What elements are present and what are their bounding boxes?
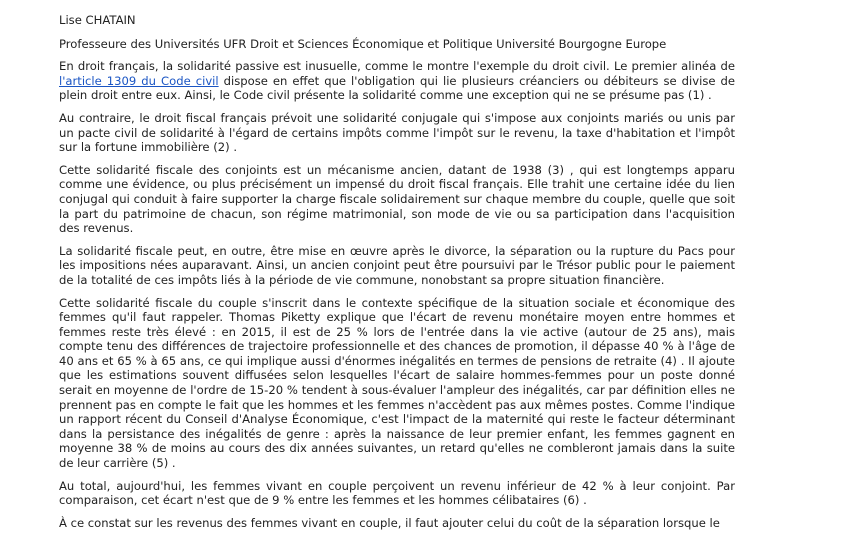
paragraph-3: Cette solidarité fiscale des conjoints est un mécanisme ancien, datant de 1938 (3) , qui est longtemps apparu comme une évidence, ou plus précisément un impensé du droit fiscal français. Elle trahit une certaine idée du lien conjugal qui conduit à faire supporter la charge fiscale solidairement sur chaque membre du couple, quelle que soit la part du patrimoine de chacun, son régime matrimonial, son mode de vie ou sa participation dans l'acquisition des revenus. (59, 162, 735, 236)
paragraph-7: À ce constat sur les revenus des femmes vivant en couple, il faut ajouter celui du coût de la séparation lorsque le (59, 515, 720, 530)
paragraph-1-text-after: dispose en effet que l'obligation qui lie plusieurs créanciers ou débiteurs se divise de plein droit entre eux. Ainsi, le Code civil présente la solidarité comme une exception qui ne se présume pas (1) . (59, 73, 735, 103)
paragraph-1-text-before: En droit français, la solidarité passive est inusuelle, comme le montre l'exemple du droit civil. Le premier alinéa de (59, 59, 735, 74)
paragraph-4: La solidarité fiscale peut, en outre, être mise en œuvre après le divorce, la séparation ou la rupture du Pacs pour les impositions nées auparavant. Ainsi, un ancien conjoint peut être poursuivi par le Trésor public pour le paiement de la totalité de ces impôts liés à la période de vie commune, nonobstant sa propre situation financière. (59, 243, 735, 287)
paragraph-2: Au contraire, le droit fiscal français prévoit une solidarité conjugale qui s'impose aux conjoints mariés ou unis par un pacte civil de solidarité à l'égard de certains impôts comme l'impôt sur le revenu, la taxe d'habitation et l'impôt sur la fortune immobilière (2) . (59, 110, 735, 155)
author-name: Lise CHATAIN (59, 13, 136, 27)
paragraph-1 (59, 59, 735, 103)
code-civil-article-link[interactable]: l'article 1309 du Code civil (59, 73, 219, 88)
article-body (59, 13, 735, 538)
paragraph-6: Au total, aujourd'hui, les femmes vivant en couple perçoivent un revenu inférieur de 42 % à leur conjoint. Par comparaison, cet écart n'est que de 9 % entre les femmes et les hommes célibataires (6) . (59, 478, 735, 508)
author-affiliation: Professeure des Universités UFR Droit et Sciences Économique et Politique Université Bourgogne Europe (59, 36, 667, 51)
paragraph-5: Cette solidarité fiscale du couple s'inscrit dans le contexte spécifique de la situation sociale et économique des femmes qu'il faut rappeler. Thomas Piketty explique que l'écart de revenu monétaire moyen entre hommes et femmes reste très élevé : en 2015, il est de 25 % lors de l'entrée dans la vie active (autour de 25 ans), mais compte tenu des différences de trajectoire professionnelle et des chances de promotion, il dépasse 40 % à l'âge de 40 ans et 65 % à 65 ans, ce qui implique aussi d'énormes inégalités en termes de pensions de retraite (4) . Il ajoute que les estimations souvent diffusées selon lesquelles l'écart de salaire hommes-femmes pour un poste donné serait en moyenne de l'ordre de 15-20 % tendent à sous-évaluer l'ampleur des inégalités, car par définition elles ne prennent pas en compte le fait que les hommes et les femmes n'accèdent pas aux mêmes postes. Comme l'indique un rapport récent du Conseil d'Analyse Économique, c'est l'impact de la maternité qui reste le facteur déterminant dans la persistance des inégalités de genre : après la naissance de leur premier enfant, les femmes gagnent en moyenne 38 % de moins au cours des dix années suivantes, un retard qu'elles ne combleront jamais dans la suite de leur carrière (5) . (59, 295, 735, 471)
